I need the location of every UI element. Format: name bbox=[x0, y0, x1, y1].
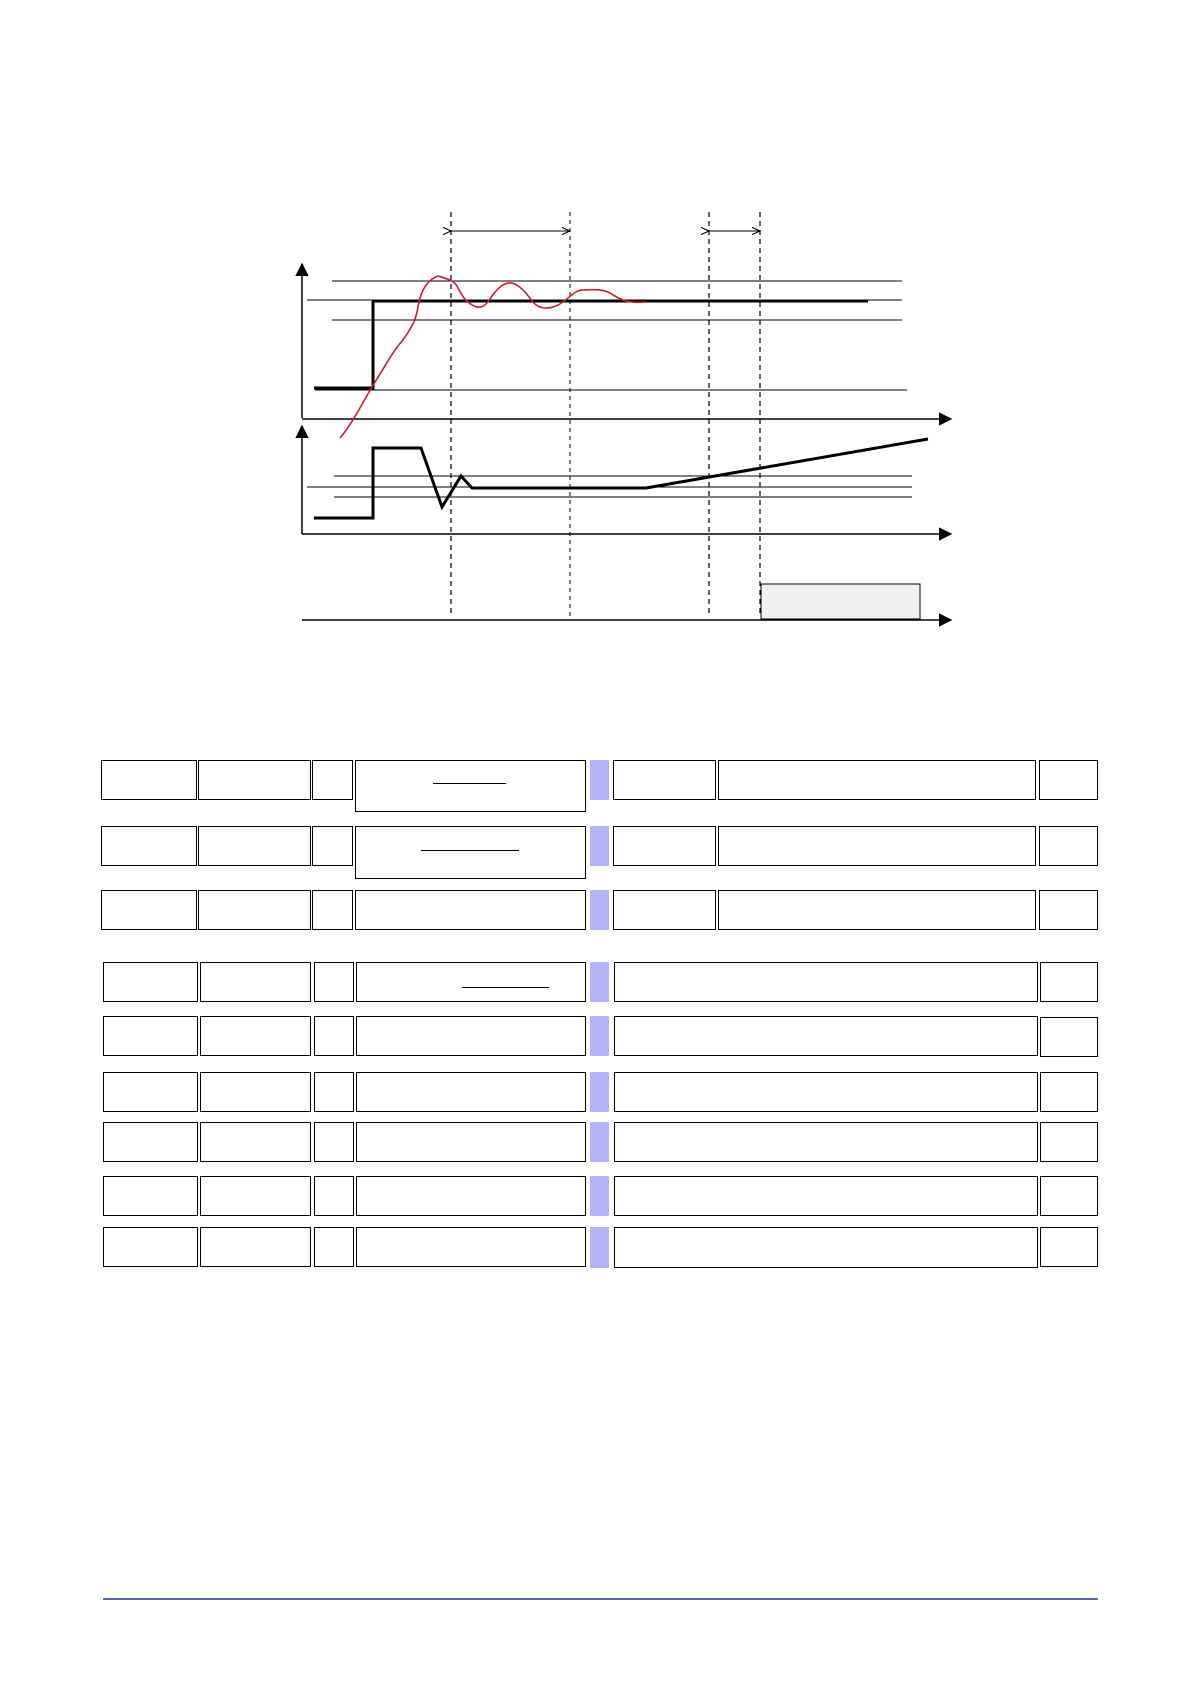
table-row-9-name bbox=[200, 1227, 311, 1267]
table-row-5-value bbox=[1040, 1017, 1098, 1057]
table-row-5-unit bbox=[314, 1016, 354, 1056]
table-row-2-code bbox=[101, 826, 197, 866]
table-row-5-name bbox=[200, 1016, 311, 1056]
table-row-6-range bbox=[356, 1072, 586, 1112]
table-row-6-value bbox=[1040, 1072, 1098, 1112]
table-row-1-value bbox=[1039, 760, 1098, 800]
table-row-2-name bbox=[198, 826, 311, 866]
table-row-7-name bbox=[200, 1122, 311, 1162]
table-row-3-unit bbox=[312, 890, 353, 930]
table-row-4-separator bbox=[590, 962, 609, 1002]
output-active-box bbox=[761, 584, 920, 619]
table-row-7-code bbox=[103, 1122, 198, 1162]
table-row-1-range bbox=[355, 760, 586, 812]
table-row-2-range bbox=[355, 826, 586, 879]
table-row-7-description bbox=[614, 1122, 1038, 1162]
table-row-2-param bbox=[613, 826, 716, 866]
table-row-9-value bbox=[1040, 1227, 1098, 1267]
table-row-9-range bbox=[356, 1227, 586, 1267]
table-row-4-range-underline bbox=[462, 987, 549, 988]
table-row-8-range bbox=[356, 1176, 586, 1216]
table-row-4-name bbox=[200, 962, 311, 1002]
timing-diagram bbox=[0, 0, 1191, 680]
table-row-3-code bbox=[101, 890, 197, 930]
table-row-1-range-underline bbox=[433, 783, 506, 784]
table-row-8-value bbox=[1040, 1176, 1098, 1216]
table-row-1-description bbox=[718, 760, 1036, 800]
table-row-5-description bbox=[614, 1016, 1038, 1056]
table-row-7-separator bbox=[590, 1122, 609, 1162]
table-row-6-code bbox=[103, 1072, 198, 1112]
table-row-2-range-underline bbox=[421, 850, 519, 851]
table-row-1-code bbox=[101, 760, 197, 800]
table-row-6-description bbox=[614, 1072, 1038, 1112]
table-row-8-code bbox=[103, 1176, 198, 1216]
setpoint-step-trace bbox=[314, 301, 868, 388]
table-row-9-separator bbox=[590, 1227, 609, 1268]
table-row-2-separator bbox=[590, 826, 609, 866]
table-row-1-name bbox=[198, 760, 311, 800]
table-row-8-name bbox=[200, 1176, 311, 1216]
table-row-2-unit bbox=[312, 826, 353, 866]
table-row-7-range bbox=[356, 1122, 586, 1162]
table-row-6-unit bbox=[314, 1072, 354, 1112]
table-row-6-separator bbox=[590, 1072, 609, 1112]
table-row-1-unit bbox=[312, 760, 353, 800]
table-row-5-separator bbox=[590, 1016, 609, 1056]
table-row-6-name bbox=[200, 1072, 311, 1112]
table-row-2-description bbox=[718, 826, 1036, 866]
table-row-3-value bbox=[1039, 890, 1098, 930]
table-row-1-param bbox=[613, 760, 716, 800]
table-row-8-unit bbox=[314, 1176, 354, 1216]
table-row-9-unit bbox=[314, 1227, 354, 1267]
table-row-3-name bbox=[198, 890, 311, 930]
table-row-7-unit bbox=[314, 1122, 354, 1162]
table-row-5-range bbox=[356, 1016, 586, 1056]
table-row-7-value bbox=[1040, 1122, 1098, 1162]
table-row-2-value bbox=[1039, 826, 1098, 866]
table-row-3-range bbox=[355, 890, 586, 930]
table-row-4-range bbox=[356, 962, 586, 1002]
table-row-3-separator bbox=[590, 890, 609, 930]
table-row-9-code bbox=[103, 1227, 198, 1267]
table-row-4-description bbox=[614, 962, 1038, 1002]
table-row-9-description bbox=[614, 1227, 1038, 1268]
table-row-5-code bbox=[103, 1016, 198, 1056]
table-row-1-separator bbox=[590, 760, 609, 800]
table-row-3-param bbox=[613, 890, 716, 930]
table-row-8-separator bbox=[590, 1176, 609, 1216]
table-row-8-description bbox=[614, 1176, 1038, 1216]
table-row-3-description bbox=[718, 890, 1036, 930]
table-row-4-value bbox=[1040, 962, 1098, 1002]
table-row-4-unit bbox=[314, 962, 354, 1002]
footer-rule bbox=[103, 1598, 1098, 1600]
table-row-4-code bbox=[103, 962, 198, 1002]
deviation-trace bbox=[314, 439, 928, 518]
